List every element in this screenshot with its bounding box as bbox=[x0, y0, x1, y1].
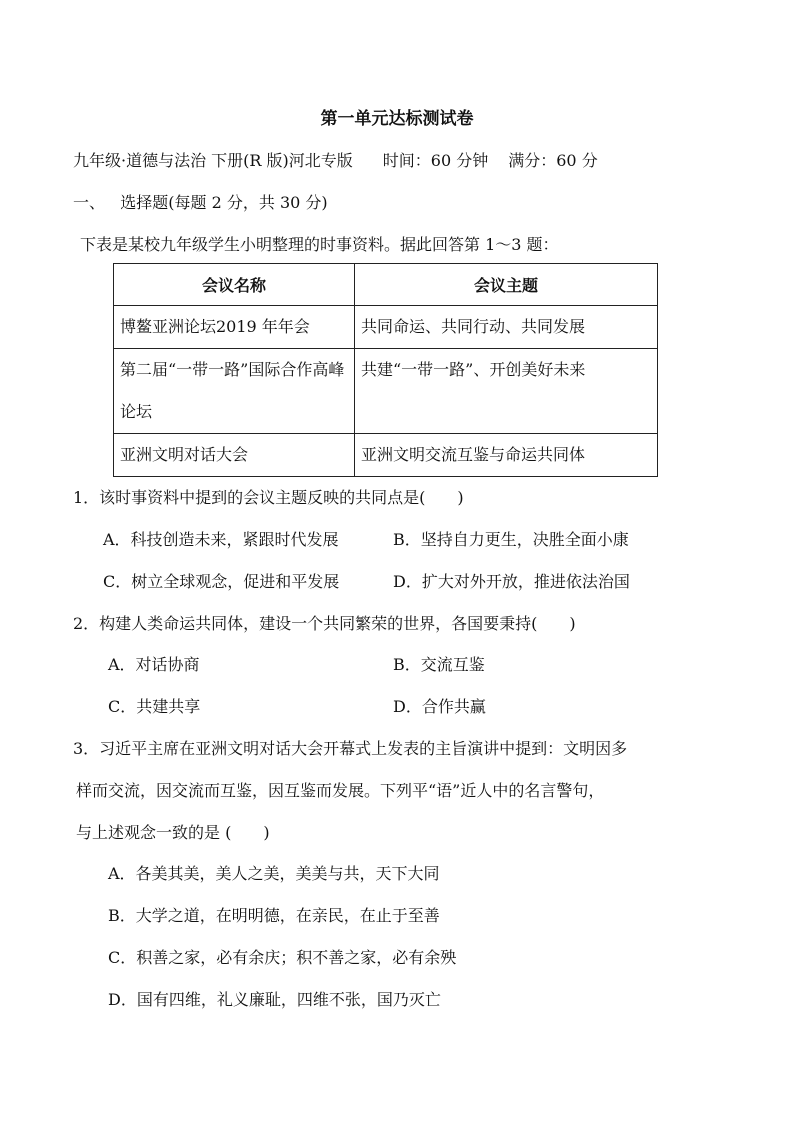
question-3-option-d[interactable]: D．国有四维，礼义廉耻，四维不张，国乃灭亡 bbox=[108, 990, 441, 1009]
table-cell: 亚洲文明对话大会 bbox=[114, 434, 355, 477]
exam-full-score: 满分：60 分 bbox=[508, 151, 598, 170]
question-1-option-a[interactable]: A．科技创造未来，紧跟时代发展 bbox=[103, 530, 339, 549]
table-row bbox=[114, 349, 658, 434]
page-title: 第一单元达标测试卷 bbox=[320, 109, 474, 129]
table-header-cell: 会议主题 bbox=[355, 264, 658, 306]
table-cell: 博鳌亚洲论坛2019 年年会 bbox=[114, 306, 355, 349]
question-3-option-b[interactable]: B．大学之道，在明明德，在亲民，在止于至善 bbox=[108, 906, 440, 925]
question-2-option-b[interactable]: B．交流互鉴 bbox=[393, 655, 485, 674]
question-3-option-a[interactable]: A．各美其美，美人之美，美美与共，天下大同 bbox=[108, 864, 440, 883]
question-1-stem: 1．该时事资料中提到的会议主题反映的共同点是( ) bbox=[73, 488, 464, 507]
table-header-row bbox=[114, 264, 658, 306]
question-3-stem-line-1: 3．习近平主席在亚洲文明对话大会开幕式上发表的主旨演讲中提到：文明因多 bbox=[73, 739, 628, 758]
question-2-option-c[interactable]: C．共建共享 bbox=[108, 697, 201, 716]
section-intro: 下表是某校九年级学生小明整理的时事资料。据此回答第 1～3 题： bbox=[80, 235, 559, 254]
question-3-option-c[interactable]: C．积善之家，必有余庆；积不善之家，必有余殃 bbox=[108, 948, 457, 967]
table-header-cell: 会议名称 bbox=[114, 264, 355, 306]
table-row bbox=[114, 306, 658, 349]
table-cell: 共建“一带一路”、开创美好未来 bbox=[355, 349, 658, 434]
question-3-stem-line-3: 与上述观念一致的是 ( ) bbox=[76, 823, 270, 842]
meeting-table bbox=[113, 263, 658, 477]
question-3-stem-line-2: 样而交流，因交流而互鉴，因互鉴而发展。下列平“语”近人中的名言警句， bbox=[76, 781, 605, 800]
table-cell: 共同命运、共同行动、共同发展 bbox=[355, 306, 658, 349]
exam-info bbox=[73, 148, 598, 171]
exam-time: 时间：60 分钟 bbox=[382, 151, 489, 170]
section-heading: 一、 选择题(每题 2 分，共 30 分) bbox=[73, 193, 328, 212]
table-row bbox=[114, 434, 658, 477]
table-cell: 第二届“一带一路”国际合作高峰论坛 bbox=[114, 349, 355, 434]
question-2-option-a[interactable]: A．对话协商 bbox=[108, 655, 200, 674]
question-2-option-d[interactable]: D．合作共赢 bbox=[393, 697, 486, 716]
grade-subject: 九年级·道德与法治 下册(R 版)河北专版 bbox=[73, 151, 353, 170]
table-cell: 亚洲文明交流互鉴与命运共同体 bbox=[355, 434, 658, 477]
question-1-option-d[interactable]: D．扩大对外开放，推进依法治国 bbox=[393, 572, 630, 591]
question-1-option-b[interactable]: B．坚持自力更生，决胜全面小康 bbox=[393, 530, 629, 549]
question-1-option-c[interactable]: C．树立全球观念，促进和平发展 bbox=[103, 572, 340, 591]
question-2-stem: 2．构建人类命运共同体，建设一个共同繁荣的世界，各国要秉持( ) bbox=[73, 614, 576, 633]
